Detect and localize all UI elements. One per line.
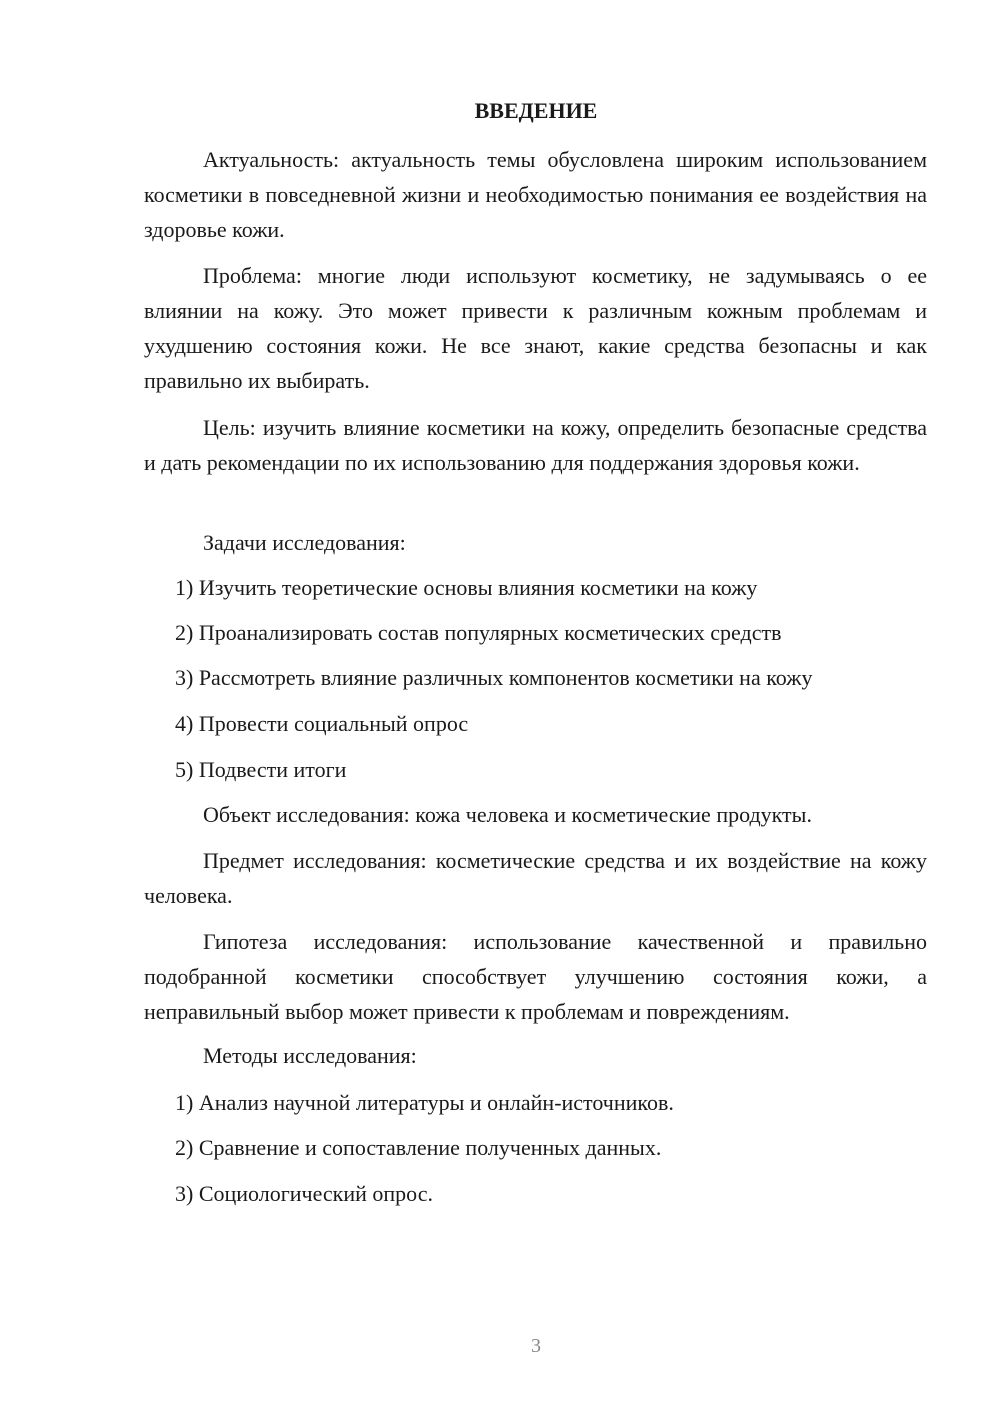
task-item-2: 2) Проанализировать состав популярных косметических средств [175,620,782,645]
paragraph-problem: Проблема: многие люди используют косметику, не задумываясь о ее влиянии на кожу. Это может привести к различным кожным проблемам и ухудшению состояния кожи. Не все знают, какие средства безопасны и как правильно их выбирать. [144,263,927,393]
task-item-5: 5) Подвести итоги [175,757,347,782]
method-item-3: 3) Социологический опрос. [175,1181,433,1206]
method-item-1: 1) Анализ научной литературы и онлайн-источников. [175,1090,674,1115]
paragraph-object: Объект исследования: кожа человека и косметические продукты. [203,802,812,827]
method-item-2: 2) Сравнение и сопоставление полученных данных. [175,1135,662,1160]
task-item-3: 3) Рассмотреть влияние различных компонентов косметики на кожу [175,665,813,690]
task-item-1: 1) Изучить теоретические основы влияния косметики на кожу [175,575,758,600]
tasks-heading: Задачи исследования: [203,530,406,555]
paragraph-goal: Цель: изучить влияние косметики на кожу, определить безопасные средства и дать рекомендации по их использованию для поддержания здоровья кожи. [144,415,927,475]
task-item-4: 4) Провести социальный опрос [175,711,469,736]
page-number: 3 [531,1335,541,1357]
paragraph-subject: Предмет исследования: косметические средства и их воздействие на кожу человека. [144,848,927,908]
methods-heading: Методы исследования: [203,1043,417,1068]
page-title: ВВЕДЕНИЕ [474,98,598,123]
paragraph-hypothesis: Гипотеза исследования: использование качественной и правильно подобранной косметики способствует улучшению состояния кожи, а неправильный выбор может привести к проблемам и повреждениям. [144,929,927,1024]
paragraph-relevance: Актуальность: актуальность темы обусловлена широким использованием косметики в повседневной жизни и необходимостью понимания ее воздействия на здоровье кожи. [144,147,927,242]
